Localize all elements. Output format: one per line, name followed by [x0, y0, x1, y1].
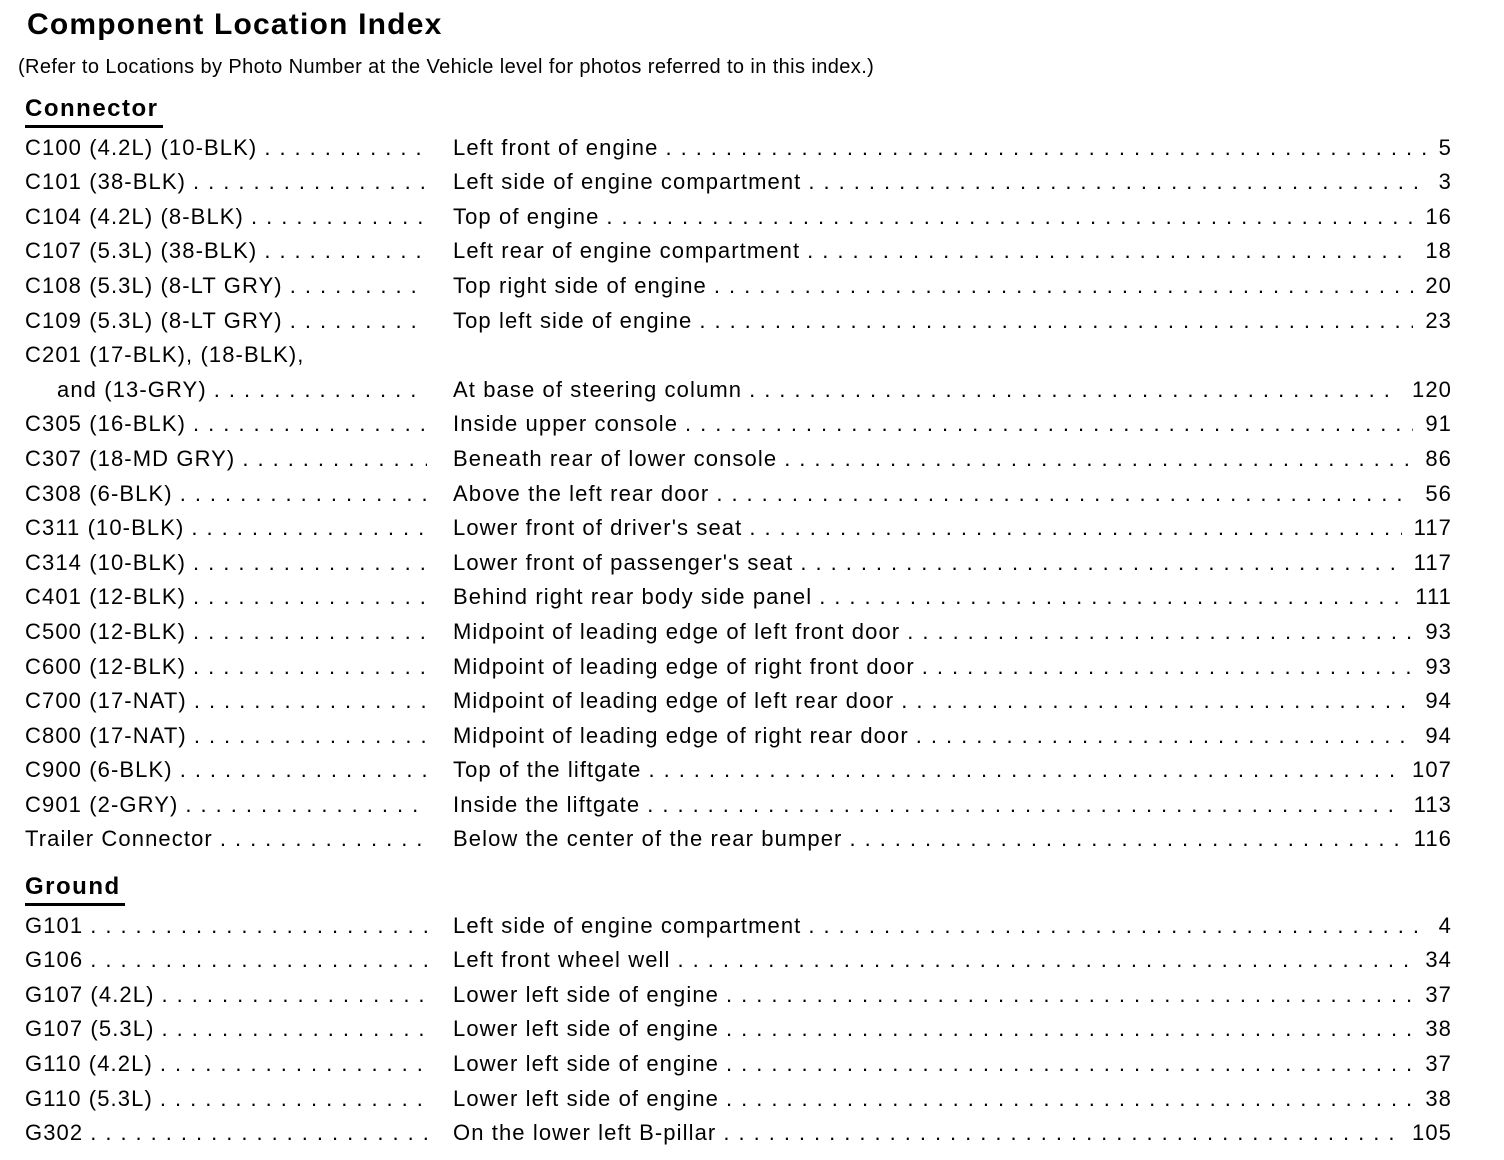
component-name: C104 (4.2L) (8-BLK)	[25, 203, 244, 229]
page-header	[18, 8, 1452, 79]
component-name: C307 (18-MD GRY)	[25, 445, 236, 471]
component-location-cell	[453, 580, 1452, 615]
component-location-cell	[453, 477, 1452, 512]
dot-leader	[283, 269, 427, 304]
component-location: Midpoint of leading edge of right front door	[453, 653, 915, 679]
component-location: Lower left side of engine	[453, 1016, 719, 1042]
component-name: C900 (6-BLK)	[25, 757, 173, 783]
component-name-cell	[25, 909, 453, 944]
dot-leader	[641, 753, 1400, 788]
component-location-cell	[453, 788, 1452, 823]
dot-leader	[187, 684, 427, 719]
dot-leader	[777, 442, 1413, 477]
component-name-cell	[25, 407, 453, 442]
component-location: Top left side of engine	[453, 307, 693, 333]
component-name-cell	[25, 234, 453, 269]
index-row	[25, 650, 1452, 685]
page-number: 91	[1425, 411, 1452, 437]
component-location-cell	[453, 1082, 1452, 1117]
component-name-cell	[25, 684, 453, 719]
dot-leader	[707, 269, 1413, 304]
page-number: 107	[1411, 757, 1452, 783]
dot-leader	[153, 1082, 427, 1117]
page-number: 116	[1413, 826, 1452, 852]
component-location: Midpoint of leading edge of right rear door	[453, 722, 909, 748]
page-number: 5	[1438, 134, 1452, 160]
index-row	[25, 719, 1452, 754]
page-number: 93	[1425, 618, 1452, 644]
dot-leader	[719, 1047, 1413, 1082]
dot-leader	[155, 978, 427, 1013]
index-row	[25, 580, 1452, 615]
dot-leader	[83, 1116, 427, 1151]
component-location-cell	[453, 978, 1452, 1013]
component-name: and (13-GRY)	[57, 376, 207, 402]
index-row	[25, 477, 1452, 512]
page-number: 37	[1425, 981, 1452, 1007]
component-name: G107 (5.3L)	[25, 1016, 155, 1042]
component-name-cell	[25, 200, 453, 235]
dot-leader	[186, 546, 427, 581]
index-row	[25, 200, 1452, 235]
index-row	[25, 234, 1452, 269]
dot-leader	[153, 1047, 427, 1082]
component-name-cell	[25, 373, 453, 408]
component-location: Left side of engine compartment	[453, 912, 802, 938]
dot-leader	[801, 165, 1426, 200]
dot-leader	[658, 131, 1426, 166]
component-location: Top right side of engine	[453, 272, 707, 298]
dot-leader	[186, 407, 427, 442]
page-number: 117	[1413, 549, 1452, 575]
component-location: Inside upper console	[453, 411, 679, 437]
dot-leader	[186, 650, 427, 685]
component-name-cell	[25, 650, 453, 685]
component-name: G106	[25, 947, 84, 973]
component-location-cell	[453, 1116, 1452, 1151]
component-location: Left rear of engine compartment	[453, 238, 801, 264]
index-row	[25, 684, 1452, 719]
page-number: 38	[1425, 1016, 1452, 1042]
index-row	[25, 822, 1452, 857]
index-row	[25, 1116, 1452, 1151]
section-connector	[25, 95, 1452, 857]
component-name: C308 (6-BLK)	[25, 480, 173, 506]
dot-leader	[186, 615, 427, 650]
component-location-cell	[453, 1047, 1452, 1082]
dot-leader	[178, 788, 427, 823]
page-number: 94	[1425, 722, 1452, 748]
dot-leader	[207, 373, 427, 408]
component-location: At base of steering column	[453, 376, 743, 402]
component-location-cell	[453, 943, 1452, 978]
index-row	[25, 407, 1452, 442]
dot-leader	[716, 1116, 1400, 1151]
section-ground	[25, 873, 1452, 1151]
component-location: Lower left side of engine	[453, 981, 719, 1007]
component-location-cell	[453, 407, 1452, 442]
page-number: 117	[1413, 515, 1452, 541]
component-name: C700 (17-NAT)	[25, 688, 187, 714]
component-location: Left front wheel well	[453, 947, 671, 973]
component-name-cell	[25, 304, 453, 339]
page-number: 18	[1425, 238, 1452, 264]
component-location-cell	[453, 269, 1452, 304]
component-name-cell	[25, 719, 453, 754]
page-number: 3	[1438, 169, 1452, 195]
page-number: 56	[1425, 480, 1452, 506]
dot-leader	[640, 788, 1401, 823]
dot-leader	[793, 546, 1401, 581]
index-row	[25, 909, 1452, 944]
index-row	[25, 442, 1452, 477]
dot-leader	[800, 234, 1413, 269]
component-name-cell	[25, 546, 453, 581]
component-name: C800 (17-NAT)	[25, 722, 187, 748]
component-location: Lower left side of engine	[453, 1085, 719, 1111]
component-name-cell	[25, 1082, 453, 1117]
dot-leader	[187, 719, 427, 754]
index-row	[25, 1012, 1452, 1047]
dot-leader	[173, 477, 427, 512]
component-name: G110 (4.2L)	[25, 1051, 153, 1077]
dot-leader	[257, 234, 427, 269]
component-location: Lower front of driver's seat	[453, 515, 743, 541]
page-number: 94	[1425, 688, 1452, 714]
component-location-cell	[453, 719, 1452, 754]
component-name-cell	[25, 978, 453, 1013]
page-number: 23	[1425, 307, 1452, 333]
dot-leader	[184, 511, 427, 546]
component-name-cell	[25, 1047, 453, 1082]
component-location: Lower front of passenger's seat	[453, 549, 794, 575]
component-name: G110 (5.3L)	[25, 1085, 153, 1111]
dot-leader	[909, 719, 1414, 754]
component-name-cell	[25, 1012, 453, 1047]
index-row	[25, 978, 1452, 1013]
dot-leader	[719, 1012, 1413, 1047]
component-location-cell	[453, 234, 1452, 269]
component-name: C305 (16-BLK)	[25, 411, 187, 437]
component-location-cell	[453, 511, 1452, 546]
component-location: Left front of engine	[453, 134, 659, 160]
dot-leader	[83, 909, 427, 944]
index-row	[25, 943, 1452, 978]
component-name: G302	[25, 1120, 84, 1146]
component-location-cell	[453, 546, 1452, 581]
component-location: Inside the liftgate	[453, 791, 641, 817]
dot-leader	[186, 580, 427, 615]
section-heading: Connector	[25, 95, 163, 128]
index-row	[25, 304, 1452, 339]
component-location-index	[25, 95, 1452, 1151]
component-location-cell	[453, 753, 1452, 788]
page-number: 16	[1425, 203, 1452, 229]
dot-leader	[244, 200, 427, 235]
dot-leader	[842, 822, 1401, 857]
index-row	[25, 615, 1452, 650]
component-location: Top of the liftgate	[453, 757, 642, 783]
component-name-cell	[25, 753, 453, 788]
component-location: Top of engine	[453, 203, 600, 229]
component-name: G101	[25, 912, 84, 938]
page-number: 113	[1413, 791, 1452, 817]
component-location-cell	[453, 684, 1452, 719]
page-number: 20	[1425, 272, 1452, 298]
dot-leader	[801, 909, 1426, 944]
component-name: C500 (12-BLK)	[25, 618, 187, 644]
component-name: C101 (38-BLK)	[25, 169, 187, 195]
component-location-cell	[453, 200, 1452, 235]
index-row	[25, 788, 1452, 823]
dot-leader	[915, 650, 1414, 685]
component-name: C100 (4.2L) (10-BLK)	[25, 134, 258, 160]
page-number: 86	[1425, 445, 1452, 471]
dot-leader	[257, 131, 427, 166]
component-name-cell	[25, 822, 453, 857]
component-location: On the lower left B-pillar	[453, 1120, 717, 1146]
page-number: 4	[1438, 912, 1452, 938]
component-name: C107 (5.3L) (38-BLK)	[25, 238, 258, 264]
component-location: Beneath rear of lower console	[453, 445, 778, 471]
page-subtitle: (Refer to Locations by Photo Number at the Vehicle level for photos referred to in this index.)	[18, 56, 875, 78]
page-number: 120	[1411, 376, 1452, 402]
dot-leader	[155, 1012, 427, 1047]
index-row	[25, 373, 1452, 408]
dot-leader	[83, 943, 427, 978]
component-location: Below the center of the rear bumper	[453, 826, 843, 852]
component-location-cell	[453, 822, 1452, 857]
component-location-cell	[453, 909, 1452, 944]
component-location-cell	[453, 373, 1452, 408]
component-name: G107 (4.2L)	[25, 981, 155, 1007]
dot-leader	[671, 943, 1414, 978]
dot-leader	[692, 304, 1413, 339]
page-number: 34	[1425, 947, 1452, 973]
page-number: 37	[1425, 1051, 1452, 1077]
component-name-cell	[25, 442, 453, 477]
component-name-cell	[25, 1116, 453, 1151]
dot-leader	[213, 822, 427, 857]
component-name: C108 (5.3L) (8-LT GRY)	[25, 272, 283, 298]
component-location: Lower left side of engine	[453, 1051, 719, 1077]
component-location: Behind right rear body side panel	[453, 584, 813, 610]
component-location: Midpoint of leading edge of left front door	[453, 618, 901, 644]
page-number: 93	[1425, 653, 1452, 679]
dot-leader	[812, 580, 1403, 615]
dot-leader	[709, 477, 1413, 512]
component-name-cell	[25, 477, 453, 512]
index-row	[25, 269, 1452, 304]
component-name: C901 (2-GRY)	[25, 791, 179, 817]
index-row	[25, 165, 1452, 200]
component-location: Midpoint of leading edge of left rear door	[453, 688, 895, 714]
dot-leader	[900, 615, 1413, 650]
component-name-cell	[25, 511, 453, 546]
index-row	[25, 753, 1452, 788]
dot-leader	[173, 753, 427, 788]
index-row	[25, 131, 1452, 166]
component-name: C109 (5.3L) (8-LT GRY)	[25, 307, 283, 333]
component-name-continued-line: C201 (17-BLK), (18-BLK),	[25, 342, 305, 368]
index-row	[25, 1047, 1452, 1082]
component-name-cell	[25, 788, 453, 823]
page-number: 38	[1425, 1085, 1452, 1111]
component-location-cell	[453, 165, 1452, 200]
dot-leader	[186, 165, 427, 200]
component-name-cell	[25, 269, 453, 304]
component-location: Left side of engine compartment	[453, 169, 802, 195]
dot-leader	[719, 1082, 1413, 1117]
component-name: C311 (10-BLK)	[25, 515, 185, 541]
dot-leader	[283, 304, 427, 339]
component-location: Above the left rear door	[453, 480, 710, 506]
index-row	[25, 511, 1452, 546]
index-row	[25, 1082, 1452, 1117]
component-name: C401 (12-BLK)	[25, 584, 187, 610]
dot-leader	[599, 200, 1413, 235]
component-name-cell	[25, 615, 453, 650]
dot-leader	[894, 684, 1413, 719]
component-location-cell	[453, 442, 1452, 477]
component-name-cell	[25, 943, 453, 978]
page-number: 111	[1415, 584, 1452, 610]
dot-leader	[719, 978, 1413, 1013]
page-title: Component Location Index	[27, 8, 443, 41]
component-name-cell	[25, 580, 453, 615]
component-name-cell	[25, 165, 453, 200]
dot-leader	[742, 373, 1400, 408]
component-location-cell	[453, 304, 1452, 339]
component-name-cell	[25, 131, 453, 166]
dot-leader	[235, 442, 427, 477]
component-location-cell	[453, 131, 1452, 166]
component-name: Trailer Connector	[25, 826, 213, 852]
dot-leader	[742, 511, 1401, 546]
section-heading: Ground	[25, 873, 125, 906]
page-number: 105	[1411, 1120, 1452, 1146]
component-location-cell	[453, 650, 1452, 685]
component-location-cell	[453, 615, 1452, 650]
dot-leader	[678, 407, 1413, 442]
index-row	[25, 546, 1452, 581]
component-location-cell	[453, 1012, 1452, 1047]
component-name: C314 (10-BLK)	[25, 549, 187, 575]
component-name: C600 (12-BLK)	[25, 653, 187, 679]
